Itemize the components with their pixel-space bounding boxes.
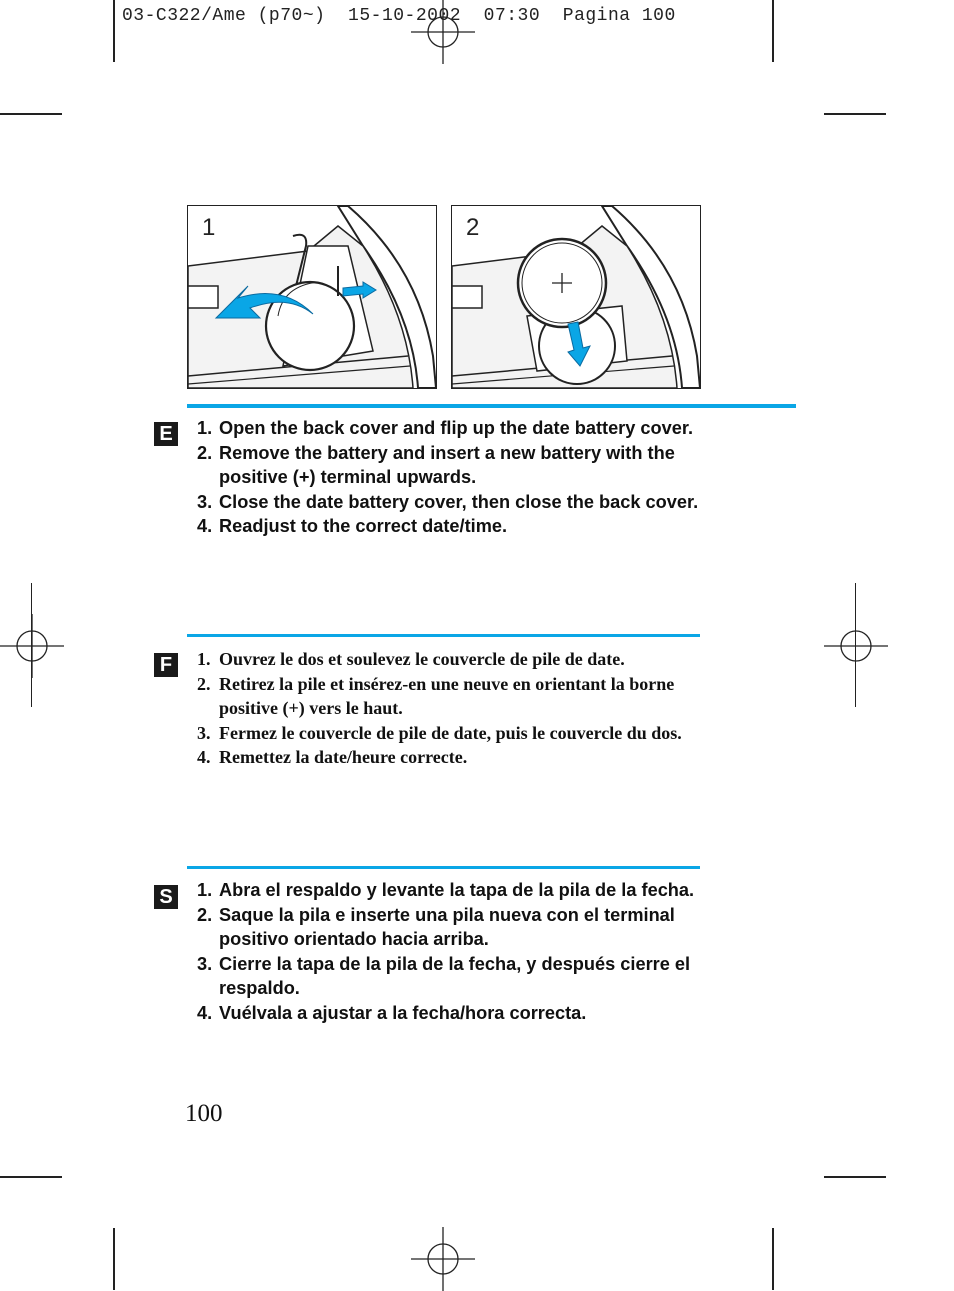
page-number: 100 (185, 1100, 223, 1127)
spanish-instructions (197, 878, 707, 1025)
crop-mark (824, 1176, 886, 1178)
figure-1 (187, 205, 437, 389)
list-item: 4. Remettez la date/heure correcte. (197, 747, 468, 767)
list-item: 2. Retirez la pile et insérez-en une neuve en orientant la borne positive (+) vers le haut. (197, 673, 675, 718)
english-instructions (197, 416, 707, 539)
list-item: 1. Ouvrez le dos et soulevez le couvercle de pile de date. (197, 649, 625, 669)
figure-number: 1 (202, 214, 216, 241)
crop-mark (113, 1228, 115, 1290)
section-rule (187, 634, 700, 637)
section-rule (187, 404, 796, 408)
list-item: 3. Cierre la tapa de la pila de la fecha, y después cierre el respaldo. (197, 953, 691, 998)
crop-mark (31, 583, 32, 707)
print-slug: 03-C322/Ame (p70~) 15-10-2002 07:30 Pagina 100 (122, 6, 676, 26)
crop-mark (0, 1176, 62, 1178)
crop-mark (824, 113, 886, 115)
crop-mark (855, 583, 856, 707)
crop-mark (113, 0, 115, 62)
registration-mark-icon (411, 0, 475, 64)
battery-replace-illustration-icon (452, 206, 700, 388)
list-item: 4. Vuélvala a ajustar a la fecha/hora correcta. (197, 1002, 587, 1023)
list-item: 2. Remove the battery and insert a new battery with the positive (+) terminal upwards. (197, 442, 675, 487)
list-item: 3. Fermez le couvercle de pile de date, puis le couvercle du dos. (197, 722, 682, 743)
language-badge-english: E (154, 422, 178, 446)
list-item: 3. Close the date battery cover, then close the back cover. (197, 491, 699, 512)
figure-2 (451, 205, 701, 389)
section-rule (187, 866, 700, 869)
crop-mark (772, 1228, 774, 1290)
list-item: 2. Saque la pila e inserte una pila nueva con el terminal positivo orientado hacia arriba. (197, 904, 675, 949)
list-item: 1. Open the back cover and flip up the date battery cover. (197, 418, 694, 438)
list-item: 4. Readjust to the correct date/time. (197, 516, 508, 536)
french-instructions (197, 647, 702, 770)
crop-mark (0, 113, 62, 115)
figure-number: 2 (466, 214, 480, 241)
language-badge-french: F (154, 653, 178, 677)
crop-mark (772, 0, 774, 62)
language-badge-spanish: S (154, 885, 178, 909)
list-item: 1. Abra el respaldo y levante la tapa de la pila de la fecha. (197, 880, 695, 900)
registration-mark-icon (411, 1227, 475, 1291)
battery-cover-flip-illustration-icon (188, 206, 436, 388)
